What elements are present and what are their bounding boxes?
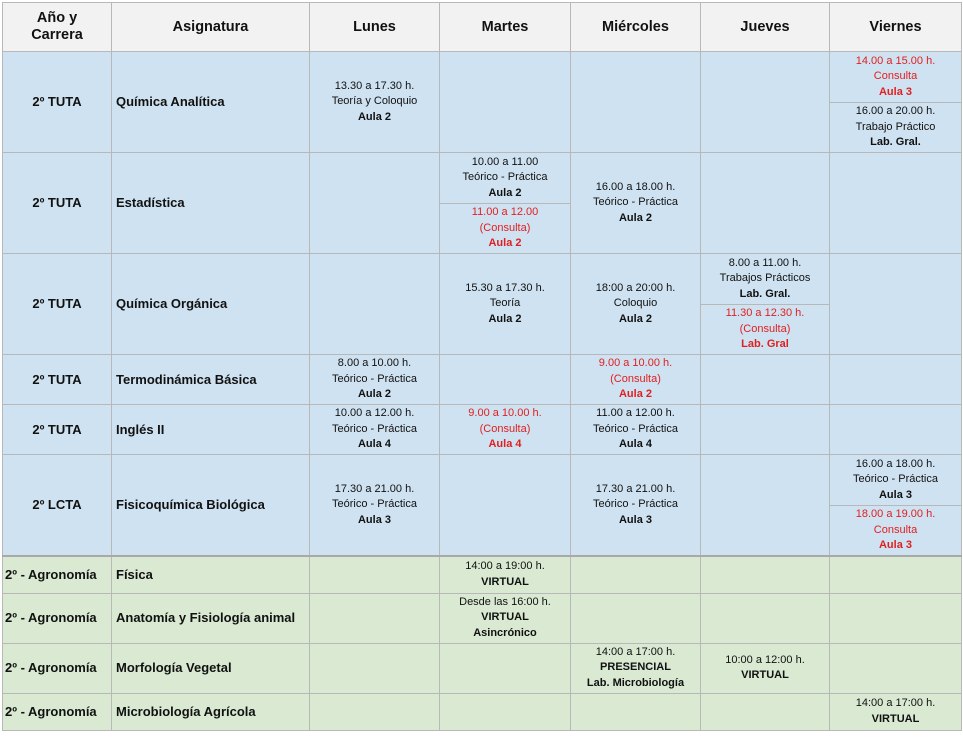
time-text: 10.00 a 11.00	[471, 155, 539, 168]
place-text: Aula 2	[488, 237, 522, 250]
day-cell-martes	[440, 593, 571, 643]
day-cell-viernes	[830, 455, 962, 557]
header-martes: Martes	[440, 3, 571, 52]
place-text: Aula 2	[357, 110, 391, 123]
day-cell-lunes	[310, 52, 440, 153]
schedule-body	[3, 52, 962, 731]
asignatura-cell: Química Orgánica	[112, 254, 310, 355]
class-entry	[703, 653, 827, 684]
table-row	[3, 355, 962, 405]
consulta-entry	[442, 406, 568, 453]
day-cell-miercoles	[571, 556, 701, 593]
carrera-cell: 2º TUTA	[3, 52, 112, 153]
place-text: Aula 2	[488, 186, 522, 199]
place-text: Aula 3	[618, 513, 652, 526]
place-text: PRESENCIAL	[600, 661, 671, 674]
place-text: Aula 2	[618, 211, 652, 224]
day-cell-miercoles	[571, 52, 701, 153]
day-cell-lunes	[310, 405, 440, 455]
day-cell-lunes	[310, 556, 440, 593]
place-text: VIRTUAL	[741, 669, 789, 681]
place-text: VIRTUAL	[481, 611, 529, 624]
time-text: 8.00 a 10.00 h.	[337, 357, 412, 370]
place-text: Aula 2	[357, 388, 391, 401]
class-entry	[830, 102, 961, 152]
activity-text: (Consulta)	[479, 422, 531, 435]
day-cell-jueves	[701, 405, 830, 455]
time-text: 16.00 a 18.00 h.	[855, 457, 936, 470]
time-text: 8.00 a 11.00 h.	[728, 256, 802, 269]
asignatura-cell: Química Analítica	[112, 52, 310, 153]
activity-text: Teoría y Coloquio	[331, 95, 418, 108]
place-text: Aula 2	[618, 312, 652, 325]
activity-text: Teórico - Práctica	[332, 422, 417, 435]
day-cell-martes	[440, 405, 571, 455]
activity-text: Teórico - Práctica	[593, 498, 678, 511]
day-cell-martes	[440, 643, 571, 693]
class-entry	[440, 153, 570, 203]
schedule-table	[2, 2, 962, 731]
place-text: Lab. Gral	[741, 338, 789, 351]
day-cell-viernes	[830, 355, 962, 405]
carrera-cell: 2º TUTA	[3, 254, 112, 355]
table-row	[3, 593, 962, 643]
table-row	[3, 455, 962, 557]
place-detail-text: Lab. Microbiología	[586, 676, 685, 689]
class-entry	[573, 645, 698, 692]
activity-text: Teórico - Práctica	[332, 372, 417, 385]
carrera-cell: 2º - Agronomía	[3, 556, 112, 593]
header-row	[3, 3, 962, 52]
asignatura-cell: Física	[112, 556, 310, 593]
activity-text: Teórico - Práctica	[462, 171, 548, 184]
time-text: 11.00 a 12.00	[471, 206, 539, 219]
class-entry	[312, 482, 437, 529]
asignatura-cell: Estadística	[112, 153, 310, 254]
time-text: 10:00 a 12:00 h.	[725, 653, 805, 666]
class-entry	[832, 696, 959, 727]
carrera-cell: 2º - Agronomía	[3, 693, 112, 730]
day-cell-viernes	[830, 643, 962, 693]
day-cell-martes	[440, 693, 571, 730]
time-text: 10.00 a 12.00 h.	[334, 407, 415, 420]
asignatura-cell: Anatomía y Fisiología animal	[112, 593, 310, 643]
day-cell-jueves	[701, 643, 830, 693]
day-cell-viernes	[830, 153, 962, 254]
activity-text: Coloquio	[613, 297, 658, 310]
time-text: 15.30 a 17.30 h.	[465, 281, 545, 294]
day-cell-martes	[440, 455, 571, 557]
carrera-cell: 2º TUTA	[3, 153, 112, 254]
class-entry	[573, 482, 698, 529]
class-entry	[573, 180, 698, 227]
class-entry	[573, 406, 698, 453]
table-row	[3, 556, 962, 593]
class-entry	[830, 455, 961, 505]
day-cell-miercoles	[571, 455, 701, 557]
day-cell-jueves	[701, 52, 830, 153]
table-row	[3, 643, 962, 693]
activity-text: (Consulta)	[610, 372, 661, 385]
day-cell-jueves	[701, 153, 830, 254]
time-text: 18:00 a 20:00 h.	[595, 281, 676, 294]
asignatura-cell: Termodinámica Básica	[112, 355, 310, 405]
activity-text: Trabajos Prácticos	[719, 272, 811, 285]
header-carrera: Año y Carrera	[3, 3, 112, 52]
day-cell-martes	[440, 556, 571, 593]
day-cell-jueves	[701, 254, 830, 355]
header-jueves: Jueves	[701, 3, 830, 52]
day-cell-lunes	[310, 153, 440, 254]
place-text: Lab. Gral.	[739, 287, 791, 300]
day-cell-miercoles	[571, 405, 701, 455]
day-cell-lunes	[310, 355, 440, 405]
consulta-entry	[573, 356, 698, 403]
day-cell-jueves	[701, 455, 830, 557]
day-cell-lunes	[310, 455, 440, 557]
day-cell-lunes	[310, 693, 440, 730]
consulta-entry	[830, 505, 961, 555]
time-text: 11.00 a 12.00 h.	[596, 407, 675, 420]
day-cell-jueves	[701, 693, 830, 730]
time-text: 14:00 a 19:00 h.	[465, 560, 545, 573]
header-viernes: Viernes	[830, 3, 962, 52]
activity-text: Teórico - Práctica	[593, 196, 678, 209]
class-entry	[442, 281, 568, 328]
class-entry	[573, 281, 698, 328]
carrera-cell: 2º TUTA	[3, 405, 112, 455]
class-entry	[442, 559, 568, 590]
day-cell-miercoles	[571, 593, 701, 643]
place-text: Aula 3	[878, 85, 912, 98]
day-cell-jueves	[701, 593, 830, 643]
carrera-cell: 2º - Agronomía	[3, 593, 112, 643]
time-text: 16.00 a 20.00 h.	[855, 105, 936, 118]
time-text: Desde las 16:00 h.	[459, 595, 551, 608]
time-text: 13.30 a 17.30 h.	[334, 79, 415, 92]
activity-text: Teoría	[489, 297, 521, 310]
carrera-cell: 2º LCTA	[3, 455, 112, 557]
day-cell-martes	[440, 355, 571, 405]
day-cell-miercoles	[571, 355, 701, 405]
header-lunes: Lunes	[310, 3, 440, 52]
class-entry	[312, 356, 437, 403]
place-text: Aula 4	[618, 438, 652, 451]
class-entry	[701, 254, 829, 304]
place-text: Aula 3	[878, 539, 912, 552]
consulta-entry	[830, 52, 961, 102]
time-text: 9.00 a 10.00 h.	[468, 407, 542, 420]
class-entry	[442, 595, 568, 642]
table-row	[3, 153, 962, 254]
time-text: 14:00 a 17:00 h.	[855, 697, 936, 709]
place-text: Lab. Gral.	[870, 136, 921, 149]
header-miercoles: Miércoles	[571, 3, 701, 52]
carrera-cell: 2º TUTA	[3, 355, 112, 405]
time-text: 17.30 a 21.00 h.	[334, 482, 415, 495]
header-asignatura: Asignatura	[112, 3, 310, 52]
table-row	[3, 52, 962, 153]
asignatura-cell: Inglés II	[112, 405, 310, 455]
activity-text: Consulta	[873, 70, 918, 83]
day-cell-viernes	[830, 693, 962, 730]
place-text: Aula 3	[357, 513, 391, 526]
activity-text: Trabajo Práctico	[855, 120, 936, 133]
activity-text: (Consulta)	[479, 221, 531, 234]
activity-text: Teórico - Práctica	[593, 422, 678, 435]
day-cell-miercoles	[571, 254, 701, 355]
day-cell-viernes	[830, 52, 962, 153]
class-entry	[312, 79, 437, 126]
day-cell-viernes	[830, 593, 962, 643]
table-row	[3, 254, 962, 355]
day-cell-miercoles	[571, 693, 701, 730]
place-text: Aula 2	[488, 312, 522, 325]
place-text: Aula 2	[618, 388, 652, 401]
time-text: 14:00 a 17:00 h.	[595, 645, 676, 658]
time-text: 9.00 a 10.00 h.	[598, 357, 673, 370]
place-text: Aula 4	[488, 438, 522, 451]
place-text: VIRTUAL	[871, 712, 920, 725]
asignatura-cell: Fisicoquímica Biológica	[112, 455, 310, 557]
time-text: 17.30 a 21.00 h.	[595, 482, 676, 495]
day-cell-miercoles	[571, 153, 701, 254]
time-text: 16.00 a 18.00 h.	[595, 180, 676, 193]
table-row	[3, 405, 962, 455]
day-cell-jueves	[701, 355, 830, 405]
place-text: Aula 4	[357, 438, 391, 451]
table-row	[3, 693, 962, 730]
place-text: VIRTUAL	[481, 575, 529, 588]
day-cell-miercoles	[571, 643, 701, 693]
day-cell-martes	[440, 254, 571, 355]
consulta-entry	[440, 203, 570, 253]
day-cell-jueves	[701, 556, 830, 593]
day-cell-viernes	[830, 556, 962, 593]
activity-text: Teórico - Práctica	[853, 473, 938, 486]
day-cell-viernes	[830, 405, 962, 455]
day-cell-lunes	[310, 254, 440, 355]
carrera-cell: 2º - Agronomía	[3, 643, 112, 693]
day-cell-lunes	[310, 643, 440, 693]
day-cell-martes	[440, 153, 571, 254]
class-entry	[312, 406, 437, 453]
time-text: 11.30 a 12.30 h.	[725, 307, 805, 320]
day-cell-martes	[440, 52, 571, 153]
activity-text: Consulta	[873, 523, 918, 536]
activity-text: (Consulta)	[739, 322, 791, 335]
time-text: 14.00 a 15.00 h.	[855, 54, 936, 67]
place-detail-text: Asincrónico	[473, 626, 537, 639]
asignatura-cell: Morfología Vegetal	[112, 643, 310, 693]
asignatura-cell: Microbiología Agrícola	[112, 693, 310, 730]
day-cell-viernes	[830, 254, 962, 355]
activity-text: Teórico - Práctica	[332, 498, 417, 511]
day-cell-lunes	[310, 593, 440, 643]
time-text: 18.00 a 19.00 h.	[855, 508, 936, 521]
place-text: Aula 3	[878, 488, 912, 501]
consulta-entry	[701, 304, 829, 354]
